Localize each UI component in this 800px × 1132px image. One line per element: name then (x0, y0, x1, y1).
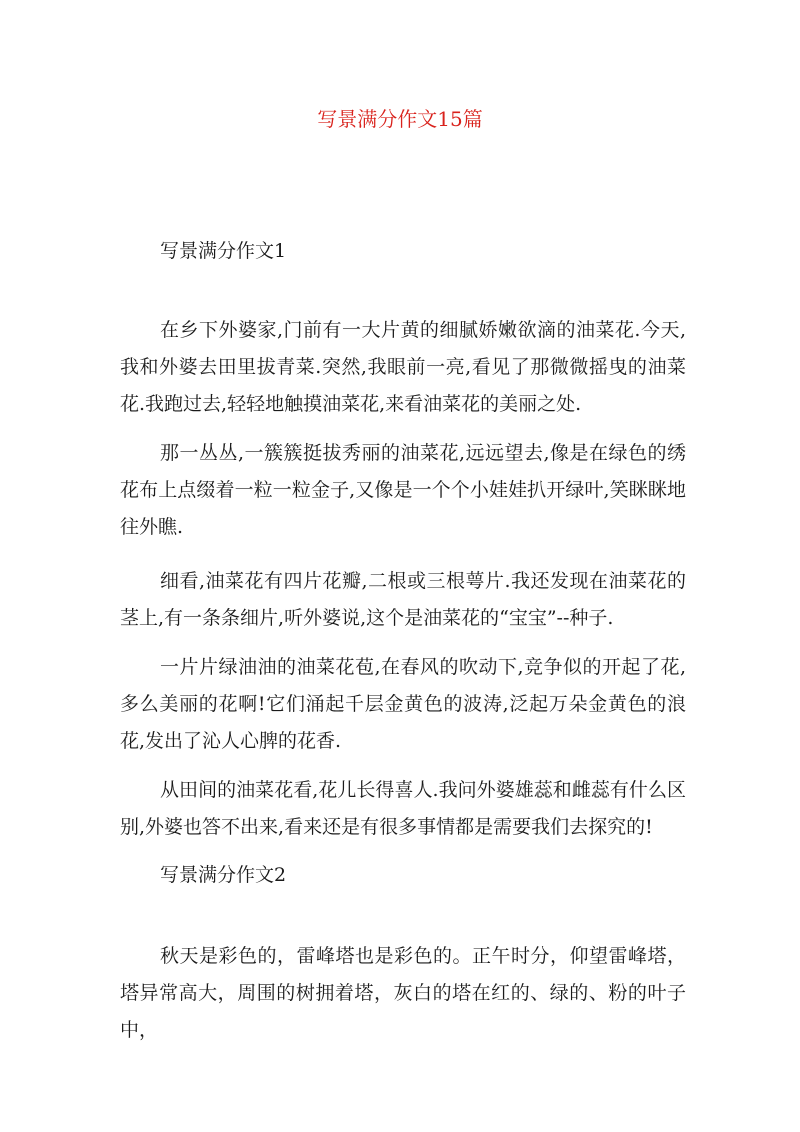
document-title: 写景满分作文15篇 (317, 107, 483, 131)
paragraph: 那一丛丛,一簇簇挺拔秀丽的油菜花,远远望去,像是在绿色的绣花布上点缀着一粒一粒金子,又像是一个个小娃娃扒开绿叶,笑眯眯地往外瞧. (120, 442, 686, 538)
paragraph: 在乡下外婆家,门前有一大片黄的细腻娇嫩欲滴的油菜花.今天,我和外婆去田里拔青菜.突然,我眼前一亮,看见了那微微摇曳的油菜花.我跑过去,轻轻地触摸油菜花,来看油菜花的美丽之处. (120, 319, 686, 415)
paragraph: 秋天是彩色的，雷峰塔也是彩色的。正午时分，仰望雷峰塔，塔异常高大，周围的树拥着塔，灰白的塔在红的、绿的、粉的叶子中， (120, 945, 686, 1041)
section-heading-2: 写景满分作文2 (160, 864, 287, 886)
section-heading-1: 写景满分作文1 (160, 240, 287, 262)
paragraph: 细看,油菜花有四片花瓣,二根或三根萼片.我还发现在油菜花的茎上,有一条条细片,听外婆说,这个是油菜花的“宝宝”--种子. (120, 570, 686, 629)
paragraph: 从田间的油菜花看,花儿长得喜人.我问外婆雄蕊和雌蕊有什么区别,外婆也答不出来,看来还是有很多事情都是需要我们去探究的! (120, 779, 686, 838)
paragraph: 一片片绿油油的油菜花苞,在春风的吹动下,竞争似的开起了花,多么美丽的花啊!它们涌起千层金黄色的波涛,泛起万朵金黄色的浪花,发出了沁人心脾的花香. (120, 656, 686, 752)
